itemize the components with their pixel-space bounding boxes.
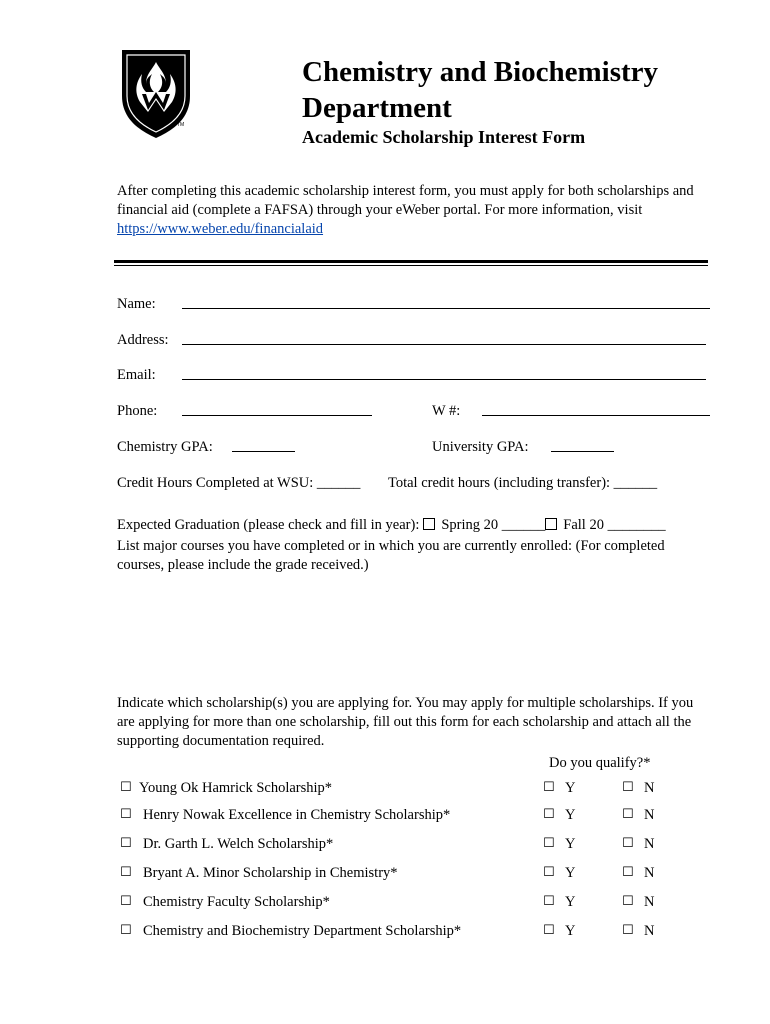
qualify-no-checkbox[interactable]: ☐ bbox=[622, 780, 634, 795]
scholarship-checkbox[interactable]: ☐ bbox=[120, 836, 132, 851]
intro-paragraph bbox=[117, 182, 707, 239]
qualify-no-label: N bbox=[644, 807, 655, 823]
name-field[interactable] bbox=[182, 308, 710, 309]
scholarship-checkbox[interactable]: ☐ bbox=[120, 807, 132, 822]
qualify-yes-label: Y bbox=[565, 836, 576, 852]
qualify-yes-checkbox[interactable]: ☐ bbox=[543, 865, 555, 880]
logo-tm: TM bbox=[177, 122, 185, 128]
scholarship-instructions: Indicate which scholarship(s) you are applying for. You may apply for multiple scholarships. If you are applying for more than one scholarship, fill out this form for each scholarship and attach all the supporting documentation required. bbox=[117, 695, 694, 749]
qualify-yes-checkbox[interactable]: ☐ bbox=[543, 923, 555, 938]
qualify-header: Do you qualify?* bbox=[549, 755, 651, 771]
qualify-yes-label: Y bbox=[565, 865, 576, 881]
qualify-no-label: N bbox=[644, 780, 655, 796]
credit-hours-total[interactable]: Total credit hours (including transfer): ______ bbox=[388, 475, 658, 491]
credit-hours-wsu[interactable]: Credit Hours Completed at WSU: ______ bbox=[117, 475, 361, 491]
graduation-label: Expected Graduation (please check and fill in year): bbox=[117, 517, 420, 533]
qualify-no-checkbox[interactable]: ☐ bbox=[622, 807, 634, 822]
scholarship-checkbox[interactable]: ☐ bbox=[120, 923, 132, 938]
scholarship-checkbox[interactable]: ☐ bbox=[120, 894, 132, 909]
chemistry-gpa-label: Chemistry GPA: bbox=[117, 439, 213, 455]
w-number-field[interactable] bbox=[482, 415, 710, 416]
spring-checkbox[interactable] bbox=[423, 518, 435, 530]
qualify-yes-label: Y bbox=[565, 780, 576, 796]
qualify-no-checkbox[interactable]: ☐ bbox=[622, 836, 634, 851]
scholarship-name: Chemistry and Biochemistry Department Scholarship* bbox=[143, 923, 462, 939]
fall-year-field[interactable]: Fall 20 ________ bbox=[563, 517, 666, 533]
qualify-no-checkbox[interactable]: ☐ bbox=[622, 894, 634, 909]
qualify-yes-checkbox[interactable]: ☐ bbox=[543, 836, 555, 851]
scholarship-checkbox[interactable]: ☐ bbox=[120, 865, 132, 880]
address-label: Address: bbox=[117, 332, 169, 348]
phone-label: Phone: bbox=[117, 403, 158, 419]
page-title: Chemistry and Biochemistry Department bbox=[302, 56, 659, 124]
qualify-yes-label: Y bbox=[565, 923, 576, 939]
scholarship-name: Dr. Garth L. Welch Scholarship* bbox=[143, 836, 334, 852]
qualify-no-checkbox[interactable]: ☐ bbox=[622, 865, 634, 880]
w-number-label: W #: bbox=[432, 403, 461, 419]
qualify-yes-checkbox[interactable]: ☐ bbox=[543, 780, 555, 795]
divider-thick bbox=[114, 260, 708, 263]
scholarship-name: Henry Nowak Excellence in Chemistry Scholarship* bbox=[143, 807, 451, 823]
address-field[interactable] bbox=[182, 344, 706, 345]
financial-aid-link[interactable]: https://www.weber.edu/financialaid bbox=[117, 221, 324, 237]
email-label: Email: bbox=[117, 367, 156, 383]
qualify-no-checkbox[interactable]: ☐ bbox=[622, 923, 634, 938]
scholarship-checkbox[interactable]: ☐ bbox=[120, 780, 132, 795]
qualify-no-label: N bbox=[644, 865, 655, 881]
intro-text: After completing this academic scholarship interest form, you must apply for both scholarships and financial aid (complete a FAFSA) through your eWeber portal. For more information, visit bbox=[117, 183, 694, 218]
spring-year-field[interactable]: Spring 20 ______ bbox=[441, 517, 546, 533]
fall-checkbox[interactable] bbox=[545, 518, 557, 530]
qualify-yes-checkbox[interactable]: ☐ bbox=[543, 894, 555, 909]
name-label: Name: bbox=[117, 296, 156, 312]
scholarship-name: Young Ok Hamrick Scholarship* bbox=[139, 780, 333, 796]
qualify-yes-checkbox[interactable]: ☐ bbox=[543, 807, 555, 822]
university-gpa-field[interactable] bbox=[551, 451, 614, 452]
graduation-row bbox=[117, 516, 666, 534]
qualify-no-label: N bbox=[644, 836, 655, 852]
phone-field[interactable] bbox=[182, 415, 372, 416]
email-field[interactable] bbox=[182, 379, 706, 380]
scholarship-name: Chemistry Faculty Scholarship* bbox=[143, 894, 330, 910]
chemistry-gpa-field[interactable] bbox=[232, 451, 295, 452]
courses-prompt: List major courses you have completed or in which you are currently enrolled: (For completed courses, please include the grade received.) bbox=[117, 538, 665, 573]
weber-state-logo bbox=[120, 48, 192, 140]
qualify-no-label: N bbox=[644, 923, 655, 939]
form-subtitle: Academic Scholarship Interest Form bbox=[302, 127, 586, 147]
university-gpa-label: University GPA: bbox=[432, 439, 529, 455]
qualify-no-label: N bbox=[644, 894, 655, 910]
qualify-yes-label: Y bbox=[565, 807, 576, 823]
scholarship-name: Bryant A. Minor Scholarship in Chemistry* bbox=[143, 865, 398, 881]
qualify-yes-label: Y bbox=[565, 894, 576, 910]
divider-thin bbox=[114, 265, 708, 266]
